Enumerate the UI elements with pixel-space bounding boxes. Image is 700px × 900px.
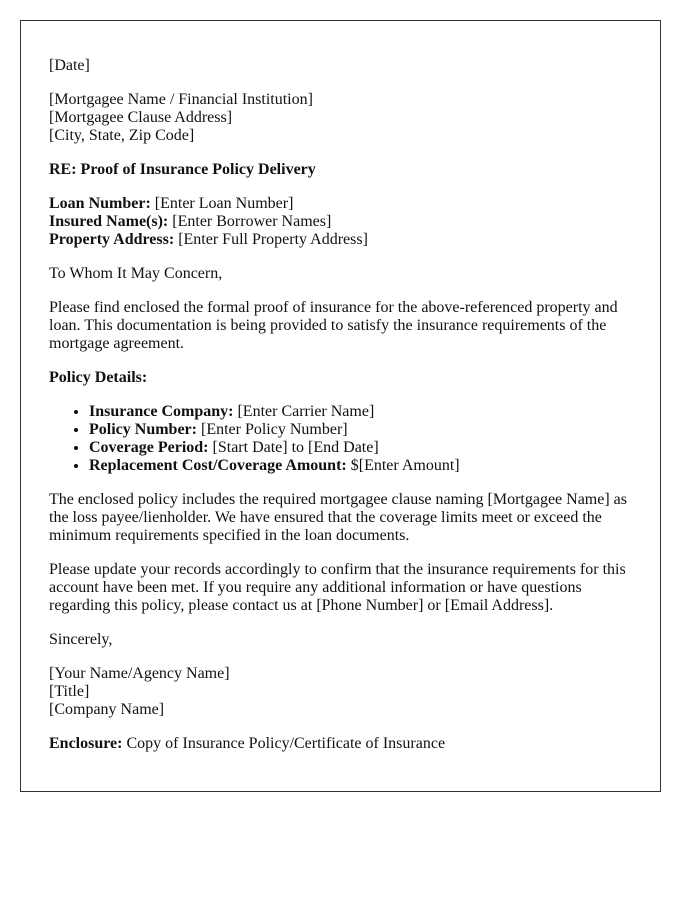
policy-number-value: [Enter Policy Number] — [196, 421, 348, 438]
list-item — [89, 421, 632, 439]
coverage-amount-label: Replacement Cost/Coverage Amount: — [89, 457, 347, 474]
insured-names-label: Insured Name(s): — [49, 213, 169, 230]
enclosure-line — [49, 735, 632, 753]
list-item — [89, 439, 632, 457]
policy-number-label: Policy Number: — [89, 421, 197, 438]
coverage-period-label: Coverage Period: — [89, 439, 209, 456]
list-item — [89, 457, 632, 475]
letter-document — [20, 20, 661, 792]
coverage-period-value: [Start Date] to [End Date] — [208, 439, 379, 456]
coverage-amount-value: $[Enter Amount] — [346, 457, 460, 474]
insured-names-value: [Enter Borrower Names] — [168, 213, 332, 230]
enclosure-label: Enclosure: — [49, 735, 123, 752]
salutation: To Whom It May Concern, — [49, 265, 223, 282]
subject-line — [49, 161, 632, 179]
recipient-block — [49, 91, 632, 145]
closing: Sincerely, — [49, 631, 113, 648]
letter-date: [Date] — [49, 57, 90, 74]
property-address-value: [Enter Full Property Address] — [174, 231, 368, 248]
intro-paragraph: Please find enclosed the formal proof of insurance for the above-referenced property and loan. This documentation is being provided to satisfy the insurance requirements of the mortgage agreement. — [49, 299, 618, 352]
loan-number-label: Loan Number: — [49, 195, 151, 212]
recipient-name: [Mortgagee Name / Financial Institution] — [49, 91, 313, 108]
list-item — [89, 403, 632, 421]
policy-details-heading-text: Policy Details: — [49, 369, 148, 386]
policy-details-list — [49, 403, 632, 475]
reference-block — [49, 195, 632, 249]
signature-name: [Your Name/Agency Name] — [49, 665, 230, 682]
recipient-city-state-zip: [City, State, Zip Code] — [49, 127, 195, 144]
signature-block — [49, 665, 632, 719]
loan-number-value: [Enter Loan Number] — [150, 195, 294, 212]
insurance-company-value: [Enter Carrier Name] — [233, 403, 375, 420]
enclosure-value: Copy of Insurance Policy/Certificate of Insurance — [122, 735, 446, 752]
signature-title: [Title] — [49, 683, 90, 700]
subject-text: RE: Proof of Insurance Policy Delivery — [49, 161, 316, 178]
property-address-label: Property Address: — [49, 231, 175, 248]
clause-paragraph: The enclosed policy includes the required mortgagee clause naming [Mortgagee Name] as the loss payee/lienholder. We have ensured that the coverage limits meet or exceed the minimum requirements specified in the loan documents. — [49, 491, 627, 544]
insurance-company-label: Insurance Company: — [89, 403, 234, 420]
policy-details-heading — [49, 369, 632, 387]
request-paragraph: Please update your records accordingly to confirm that the insurance requirements for this account have been met. If you require any additional information or have questions regarding this policy, please contact us at [Phone Number] or [Email Address]. — [49, 561, 626, 614]
signature-company: [Company Name] — [49, 701, 165, 718]
recipient-address: [Mortgagee Clause Address] — [49, 109, 233, 126]
